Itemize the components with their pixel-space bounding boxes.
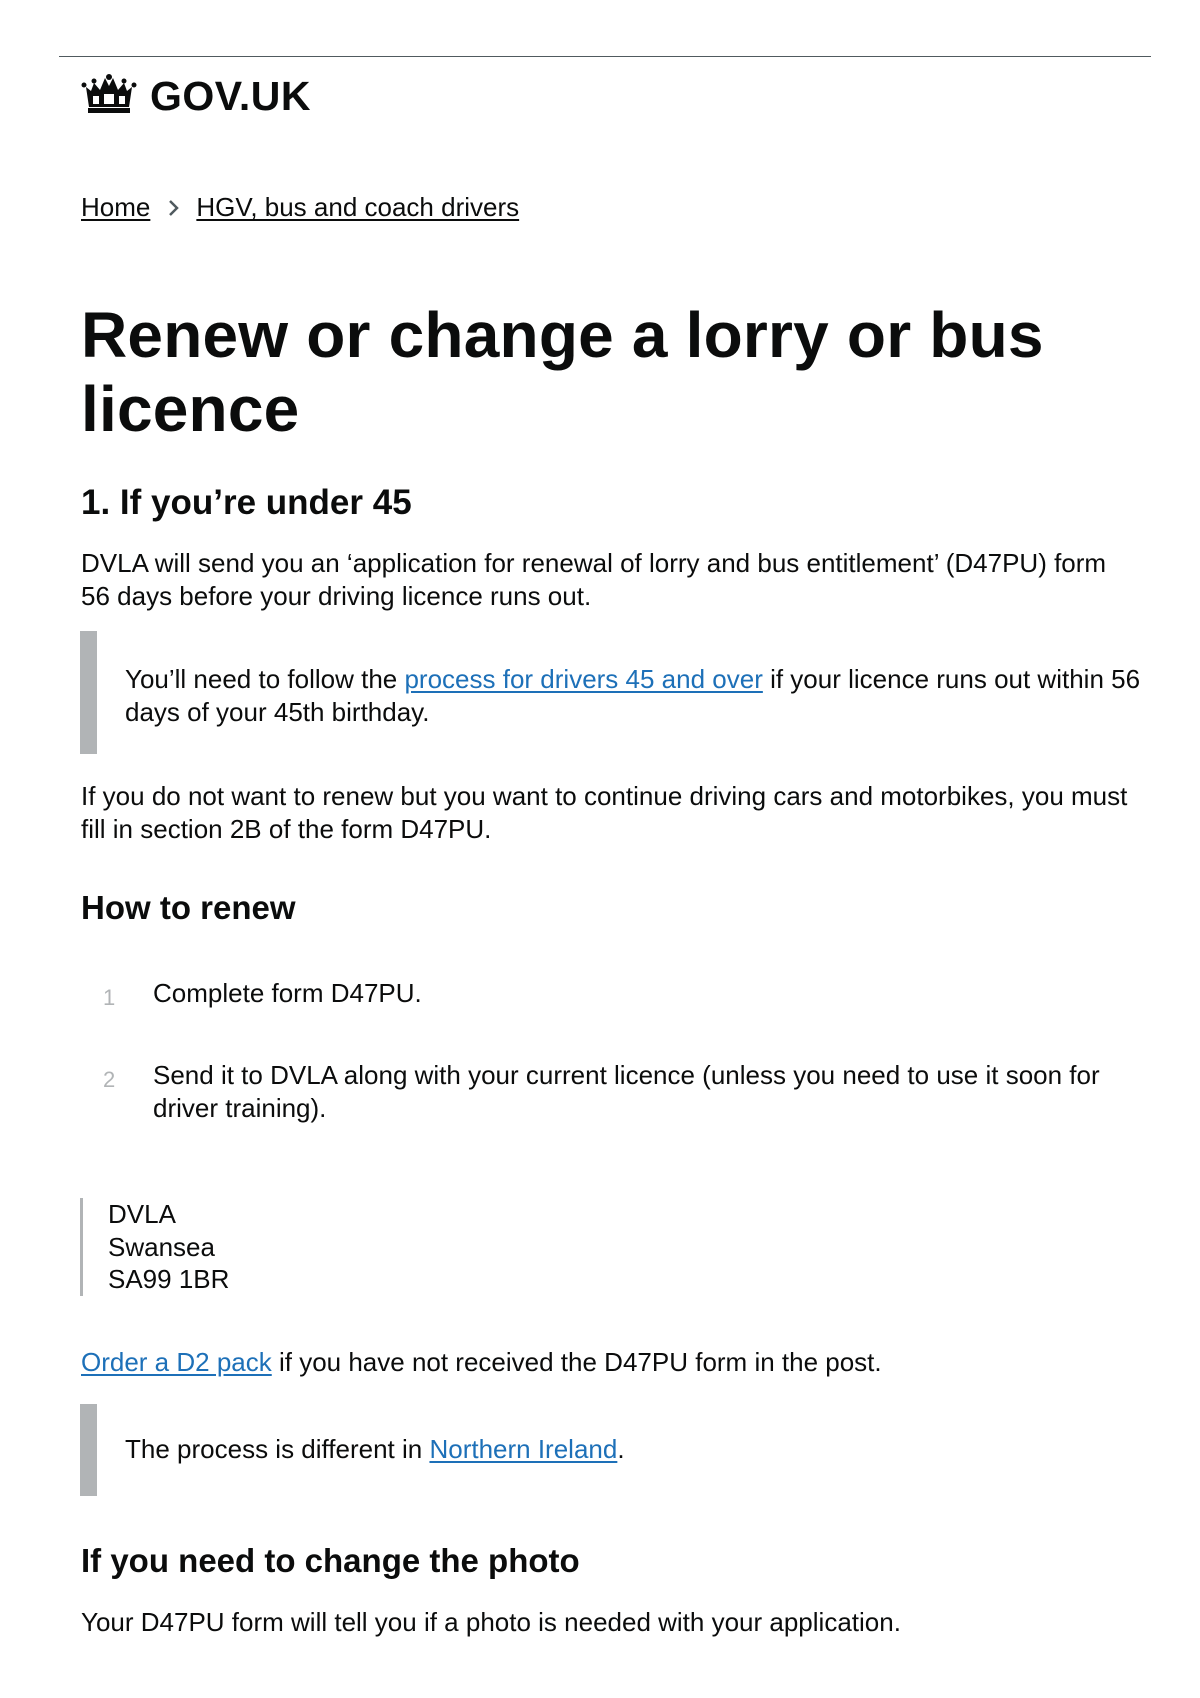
top-rule	[59, 56, 1151, 57]
breadcrumb	[81, 192, 519, 223]
list-item	[81, 1059, 1141, 1125]
order-d2-pack-link[interactable]: Order a D2 pack	[81, 1347, 272, 1377]
list-item	[81, 977, 1141, 1010]
breadcrumb-hgv-link[interactable]: HGV, bus and coach drivers	[196, 192, 520, 222]
renew-steps-list	[81, 977, 1141, 1125]
process-45-and-over-link[interactable]: process for drivers 45 and over	[404, 664, 763, 694]
inset-text-after: if your licence runs out within 56 days of your 45th birthday.	[125, 664, 1141, 727]
crown-icon	[80, 73, 150, 120]
address-line: Swansea	[108, 1231, 215, 1262]
photo-paragraph: Your D47PU form will tell you if a photo is needed with your application.	[81, 1607, 901, 1637]
step-number: 1	[103, 985, 116, 1010]
breadcrumb-home-link[interactable]: Home	[81, 192, 151, 222]
chevron-right-icon	[168, 199, 180, 217]
address-line: SA99 1BR	[108, 1264, 230, 1294]
inset-text-after: .	[617, 1434, 625, 1464]
northern-ireland-link[interactable]: Northern Ireland	[429, 1434, 618, 1464]
page-title: Renew or change a lorry or bus licence	[81, 299, 1044, 445]
change-photo-heading: If you need to change the photo	[81, 1542, 580, 1579]
header	[80, 72, 311, 120]
order-d2-paragraph	[81, 1346, 1141, 1379]
inset-text-before: The process is different in	[125, 1434, 430, 1464]
step-text: Complete form D47PU.	[153, 978, 422, 1008]
order-d2-text: if you have not received the D47PU form in the post.	[271, 1347, 882, 1377]
inset-paragraph	[97, 663, 1150, 729]
inset-paragraph	[97, 1433, 1150, 1466]
cars-motorbikes-paragraph: If you do not want to renew but you want to continue driving cars and motorbikes, you must fill in section 2B of the form D47PU.	[81, 781, 1128, 844]
inset-text-northern-ireland	[80, 1404, 1150, 1496]
inset-text-before: You’ll need to follow the	[125, 664, 405, 694]
logo-text: GOV.UK	[150, 72, 311, 119]
address-block	[80, 1198, 229, 1296]
govuk-logo-link[interactable]	[80, 73, 311, 120]
how-to-renew-heading: How to renew	[81, 889, 296, 926]
intro-paragraph: DVLA will send you an ‘application for renewal of lorry and bus entitlement’ (D47PU) form 56 days before your driving licence runs out.	[81, 548, 1107, 611]
step-text: Send it to DVLA along with your current licence (unless you need to use it soon for driver training).	[153, 1060, 1100, 1123]
step-number: 2	[103, 1067, 116, 1092]
address-line: DVLA	[108, 1199, 176, 1229]
section-heading-under-45: 1. If you’re under 45	[81, 483, 412, 522]
inset-text-45-and-over	[80, 631, 1150, 754]
